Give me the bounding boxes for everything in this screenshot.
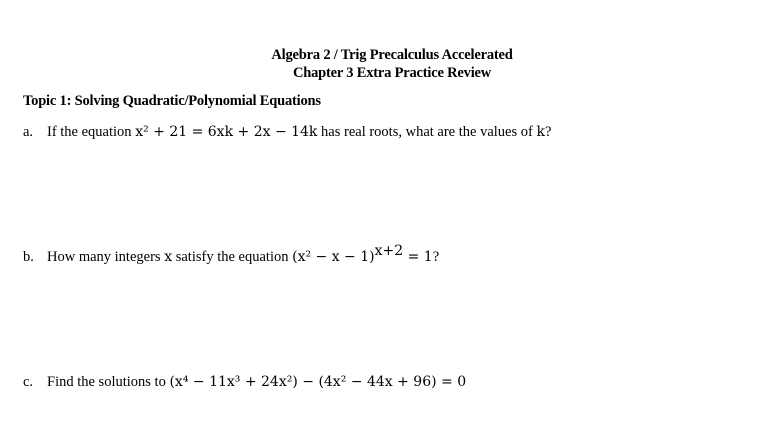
problem-c-text-before: Find the solutions to [47,374,170,390]
problem-a-equation: x² + 21 = 6xk + 2x − 14k [135,124,318,140]
title-line-2: Chapter 3 Extra Practice Review [292,65,492,81]
problem-a-variable-k: k [536,124,545,140]
problem-b-variable-x: x [164,249,173,265]
problem-a-marker: a. [23,124,34,140]
problem-a-text-before: If the equation [47,124,136,140]
problem-b-text-mid: satisfy the equation [172,249,293,265]
problem-c-equation: (x⁴ − 11x³ + 24x²) − (4x² − 44x + 96) = 0 [169,374,467,390]
problem-b-exponent: x+2 [374,243,404,260]
topic-heading: Topic 1: Solving Quadratic/Polynomial Equations [23,93,321,109]
problem-a-text-after: has real roots, what are the values of [317,124,537,140]
problem-b [23,243,440,266]
problem-b-equation-base: (x² − x − 1) [292,249,375,265]
problem-b-equation-tail: = 1 [403,249,433,265]
problem-a-question-mark: ? [544,124,552,140]
problem-c [23,374,466,391]
problem-a [23,124,551,141]
problem-b-question-mark: ? [432,249,440,265]
problem-c-marker: c. [23,374,34,390]
problem-b-marker: b. [23,249,34,265]
problem-b-text-before: How many integers [47,249,165,265]
document-title [0,46,784,82]
title-line-1: Algebra 2 / Trig Precalculus Accelerated [271,47,513,63]
